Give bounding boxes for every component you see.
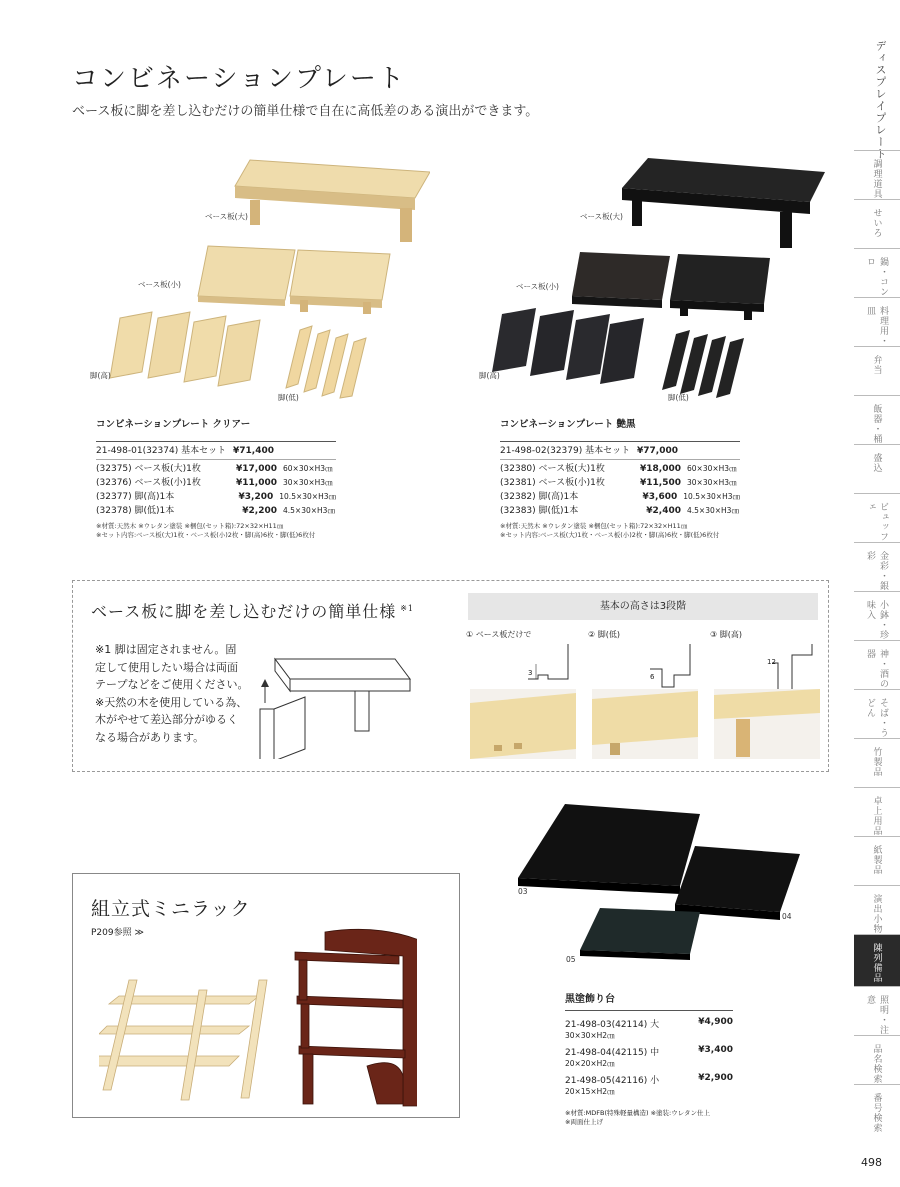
side-index-label: 品名検索 (871, 1044, 882, 1084)
stand-item: 21-498-03(42114) 大 ¥4,900 30×30×H2㎝ (565, 1017, 733, 1040)
black-plate-illustration (480, 150, 825, 400)
side-index-label: 竹製品 (871, 747, 882, 777)
feature-heading: ベース板に脚を差し込むだけの簡単仕様 $^{※1}$ (91, 602, 414, 621)
step-3-label: ③ 脚(高) (710, 630, 742, 639)
stand-note-2: ※両面仕上げ (565, 1118, 603, 1126)
label-leg-low-clear: 脚(低) (278, 393, 299, 402)
side-index-label: 鍋・コンロ (865, 257, 888, 297)
label-leg-high-black: 脚(高) (479, 371, 500, 380)
side-index-tab[interactable] (854, 199, 900, 248)
clear-row: (32376) ベース板(小)1枚 ¥11,000 30×30×H3㎝ (96, 478, 333, 488)
stand-label-medium: 04 (782, 912, 792, 921)
side-index-label: そば・うどん (865, 698, 888, 738)
label-base-small-clear: ベース板(小) (138, 280, 181, 289)
side-index-tab[interactable] (854, 986, 900, 1035)
page-number: 498 (861, 1156, 882, 1169)
rack-ref-link[interactable]: P209参照 ≫ (91, 928, 144, 938)
step-2-label: ② 脚(低) (588, 630, 620, 639)
step-2-dim: 6 (650, 673, 655, 681)
side-index-label: 神・酒の器 (865, 649, 888, 689)
side-index-tab[interactable] (854, 738, 900, 787)
rack-title: 組立式ミニラック (91, 898, 251, 920)
black-set-price: ¥77,000 (637, 446, 678, 456)
side-index-tab[interactable] (854, 1035, 900, 1084)
side-index-tab[interactable] (854, 346, 900, 395)
black-set-row (500, 444, 740, 458)
black-set-code: 21-498-02(32379) 基本セット (500, 446, 631, 456)
side-index-label: 番号検索 (871, 1093, 882, 1133)
side-index-tab[interactable] (854, 934, 900, 986)
assembly-diagram (245, 639, 425, 759)
side-index-tab[interactable] (854, 542, 900, 591)
page-subtitle: ベース板に脚を差し込むだけの簡単仕様で自在に高低差のある演出ができます。 (72, 104, 539, 119)
side-index-tab[interactable] (854, 885, 900, 934)
black-note-2: ※セット内容:ベース板(大)1枚・ベース板(小)2枚・脚(高)6枚・脚(低)6枚付 (500, 531, 720, 539)
side-index-label: 金彩・銀彩 (865, 551, 888, 591)
clear-note-1: ※材質:天然木 ※ウレタン塗装 ※梱包(セット箱):72×32×H11㎝ (96, 522, 284, 530)
section-vertical-title: ディスプレイプレート (874, 40, 887, 160)
side-index-tab[interactable] (854, 787, 900, 836)
side-index-label: 卓上用品 (871, 796, 882, 836)
rack-box (72, 873, 460, 1118)
side-index-label: 飯器・桶 (871, 404, 882, 444)
side-index-tab[interactable] (854, 493, 900, 542)
step-3-dim: 12 (767, 658, 776, 666)
side-index-label: 料理用・皿 (865, 306, 888, 346)
stand-item: 21-498-05(42116) 小 ¥2,900 20×15×H2㎝ (565, 1073, 733, 1096)
side-index-label: ビュッフェ (865, 502, 888, 542)
stand-note-1: ※材質:MDFB(特殊軽量構造) ※塗装:ウレタン仕上 (565, 1109, 710, 1117)
stand-item: 21-498-04(42115) 中 ¥3,400 20×20×H2㎝ (565, 1045, 733, 1068)
stand-heading: 黒塗飾り台 (565, 994, 615, 1005)
side-index-label: 小鉢・珍味入 (865, 600, 888, 640)
clear-row: (32378) 脚(低)1本 ¥2,200 4.5×30×H3㎝ (96, 506, 335, 516)
step-1-diagram (468, 639, 578, 689)
side-index-tab[interactable] (854, 444, 900, 493)
stand-spec (565, 990, 733, 1127)
side-index-tab[interactable] (854, 640, 900, 689)
side-index-label: 陳列備品 (871, 943, 882, 983)
black-spec (500, 418, 740, 540)
side-index-label: 調理道具 (871, 159, 882, 199)
side-index-tab[interactable] (854, 591, 900, 640)
label-base-large-black: ベース板(大) (580, 212, 623, 221)
side-index-tab[interactable] (854, 150, 900, 199)
black-stand-illustration (510, 800, 810, 970)
side-index-label: せいろ (871, 208, 882, 238)
side-index-label: 照明・注意 (865, 995, 888, 1035)
side-index-label: 弁当 (871, 355, 882, 375)
step-1-dim: 3 (528, 669, 533, 677)
step-3-photo (714, 689, 820, 759)
side-index-tab[interactable] (854, 248, 900, 297)
clear-set-code: 21-498-01(32374) 基本セット (96, 446, 227, 456)
clear-rack-illustration (99, 970, 279, 1110)
clear-plate-illustration (100, 150, 430, 400)
label-base-small-black: ベース板(小) (516, 282, 559, 291)
heights-banner: 基本の高さは3段階 (468, 593, 818, 620)
black-row: (32383) 脚(低)1本 ¥2,400 4.5×30×H3㎝ (500, 506, 739, 516)
clear-spec-heading: コンビネーションプレート クリアー (96, 419, 251, 430)
side-index-tab[interactable] (854, 395, 900, 444)
feature-notes: ※1 脚は固定されません。固 定して使用したい場合は両面 テープなどをご使用ください。 ※天然の木を使用している為、 木がやせて差込部分がゆるく なる場合があります。 (95, 643, 249, 744)
stand-label-small: 05 (566, 955, 576, 964)
side-index-tab[interactable] (854, 1084, 900, 1133)
step-2-photo (592, 689, 698, 759)
side-index-label: 盛込 (871, 453, 882, 473)
black-row: (32380) ベース板(大)1枚 ¥18,000 60×30×H3㎝ (500, 464, 737, 474)
clear-note-2: ※セット内容:ベース板(大)1枚・ベース板(小)2枚・脚(高)6枚・脚(低)6枚付 (96, 531, 316, 539)
side-index-label: 紙製品 (871, 845, 882, 875)
brown-rack-illustration (287, 926, 417, 1112)
side-index-tab[interactable] (854, 297, 900, 346)
page-title: コンビネーションプレート (72, 64, 406, 94)
label-leg-low-black: 脚(低) (668, 393, 689, 402)
black-row: (32381) ベース板(小)1枚 ¥11,500 30×30×H3㎝ (500, 478, 737, 488)
side-index-tab[interactable] (854, 836, 900, 885)
side-index-label: 演出小物 (871, 894, 882, 934)
step-1-photo (470, 689, 576, 759)
clear-spec (96, 418, 336, 540)
side-index-tab[interactable] (854, 689, 900, 738)
step-1-label: ① ベース板だけで (466, 630, 532, 639)
clear-set-price: ¥71,400 (233, 446, 274, 456)
black-note-1: ※材質:天然木 ※ウレタン塗装 ※梱包(セット箱):72×32×H11㎝ (500, 522, 688, 530)
black-row: (32382) 脚(高)1本 ¥3,600 10.5×30×H3㎝ (500, 492, 740, 502)
stand-label-large: 03 (518, 887, 528, 896)
clear-row: (32377) 脚(高)1本 ¥3,200 10.5×30×H3㎝ (96, 492, 336, 502)
black-spec-heading: コンビネーションプレート 艶黒 (500, 419, 636, 430)
clear-set-row (96, 444, 336, 458)
label-base-large-clear: ベース板(大) (205, 212, 248, 221)
clear-row: (32375) ベース板(大)1枚 ¥17,000 60×30×H3㎝ (96, 464, 333, 474)
label-leg-high-clear: 脚(高) (90, 371, 111, 380)
feature-box (72, 580, 829, 772)
